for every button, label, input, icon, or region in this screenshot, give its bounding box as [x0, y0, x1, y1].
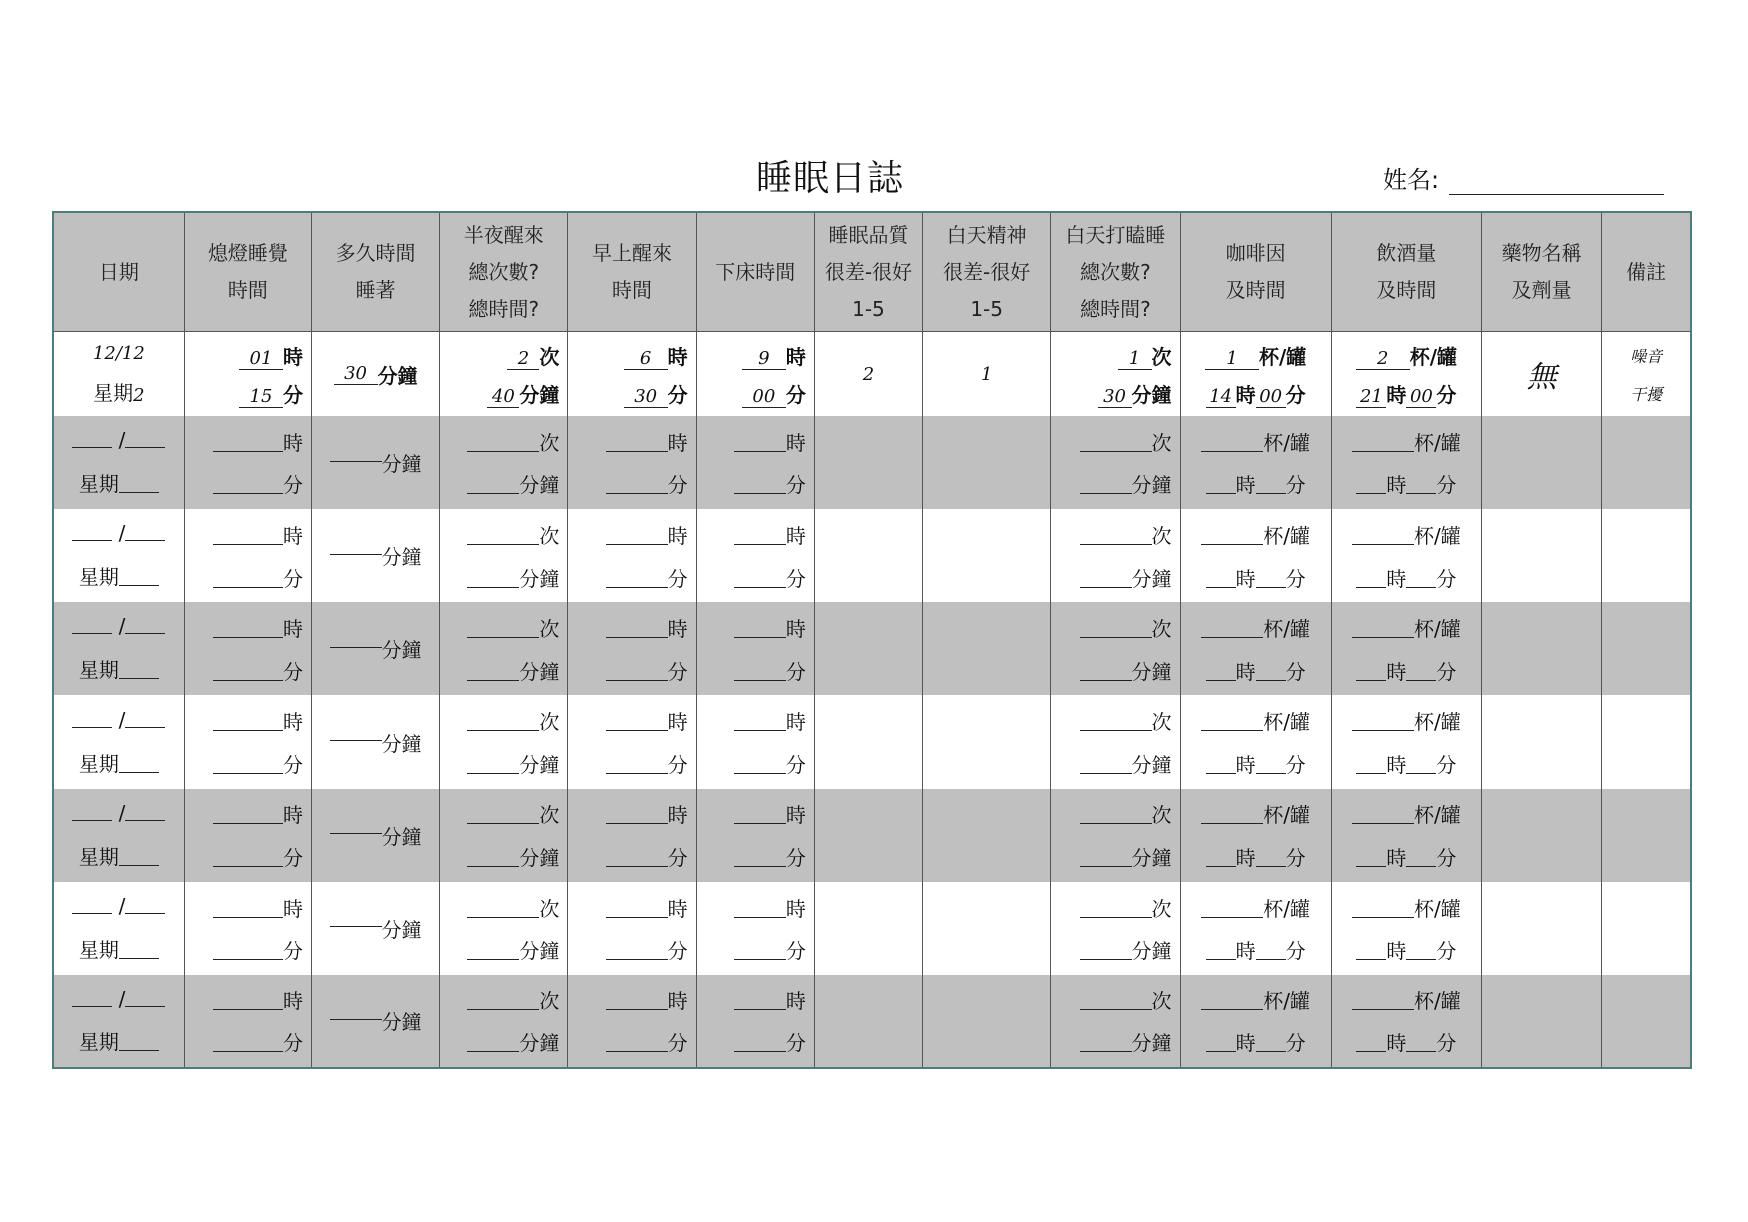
day-energy-cell[interactable]	[923, 789, 1051, 882]
example-lights-off-hour: 01	[239, 348, 283, 370]
wake-time-cell[interactable]: 時 分	[568, 602, 696, 695]
sleep-quality-cell[interactable]	[814, 789, 922, 882]
example-alcohol-min: 00	[1406, 386, 1436, 408]
lights-off-cell[interactable]: 時 分	[184, 509, 311, 602]
alcohol-cell[interactable]: 杯/罐 時 分	[1331, 789, 1481, 882]
medication-cell[interactable]	[1482, 416, 1602, 509]
lights-off-cell[interactable]: 時 分	[184, 695, 311, 788]
caffeine-cell[interactable]: 杯/罐 時 分	[1180, 882, 1331, 975]
example-alcohol-cups: 2	[1356, 348, 1410, 370]
naps-cell[interactable]: 次 分鐘	[1051, 789, 1180, 882]
example-notes-2: 干擾	[1630, 384, 1663, 404]
header-caffeine: 咖啡因 及時間	[1180, 212, 1331, 332]
notes-cell[interactable]	[1602, 602, 1691, 695]
example-date-cell[interactable]: 12/12 星期 2	[53, 332, 184, 417]
example-nap-count: 1	[1118, 348, 1152, 370]
alcohol-cell[interactable]: 杯/罐 時 分	[1331, 695, 1481, 788]
sleep-quality-cell[interactable]	[814, 416, 922, 509]
sleep-quality-cell[interactable]	[814, 975, 922, 1068]
out-of-bed-cell[interactable]: 時 分	[696, 975, 814, 1068]
example-fall-asleep-cell[interactable]: 30 分鐘	[311, 332, 439, 417]
notes-cell[interactable]	[1602, 695, 1691, 788]
date-cell[interactable]: / 星期	[53, 602, 184, 695]
example-lights-off-cell[interactable]: 01 時 15 分	[184, 332, 311, 417]
blank-entry-row	[53, 975, 1691, 1068]
example-out-bed-cell[interactable]: 9 時 00 分	[696, 332, 814, 417]
lights-off-cell[interactable]: 時 分	[184, 882, 311, 975]
night-waking-cell[interactable]: 次 分鐘	[440, 695, 568, 788]
example-date: 12/12	[92, 342, 145, 364]
out-of-bed-cell[interactable]: 時 分	[696, 789, 814, 882]
example-caffeine-min: 00	[1256, 386, 1286, 408]
example-notes-cell[interactable]	[1602, 332, 1691, 417]
header-row	[53, 212, 1691, 332]
example-day-energy: 1	[980, 363, 993, 385]
name-input-line[interactable]	[1449, 168, 1664, 195]
header-notes: 備註	[1602, 212, 1691, 332]
example-notes-1: 噪音	[1630, 346, 1663, 366]
alcohol-cell[interactable]: 杯/罐 時 分	[1331, 975, 1481, 1068]
naps-cell[interactable]: 次 分鐘	[1051, 882, 1180, 975]
example-night-waking-cell[interactable]: 2 次 40 分鐘	[440, 332, 568, 417]
fall-asleep-cell[interactable]: 分鐘	[311, 789, 439, 882]
night-waking-cell[interactable]: 次 分鐘	[440, 882, 568, 975]
caffeine-cell[interactable]: 杯/罐 時 分	[1180, 975, 1331, 1068]
example-medication-cell[interactable]	[1482, 332, 1602, 417]
wake-time-cell[interactable]: 時 分	[568, 416, 696, 509]
lights-off-cell[interactable]: 時 分	[184, 602, 311, 695]
naps-cell[interactable]: 次 分鐘	[1051, 602, 1180, 695]
blank-entry-row	[53, 509, 1691, 602]
lights-off-cell[interactable]: 時 分	[184, 789, 311, 882]
notes-cell[interactable]	[1602, 416, 1691, 509]
example-fall-asleep-min: 30	[334, 363, 378, 385]
notes-cell[interactable]	[1602, 882, 1691, 975]
header-lights-off: 熄燈睡覺 時間	[184, 212, 311, 332]
header-alcohol: 飲酒量 及時間	[1331, 212, 1481, 332]
example-out-bed-min: 00	[742, 386, 786, 408]
notes-cell[interactable]	[1602, 789, 1691, 882]
caffeine-cell[interactable]: 杯/罐 時 分	[1180, 602, 1331, 695]
night-waking-cell[interactable]: 次 分鐘	[440, 509, 568, 602]
wake-time-cell[interactable]: 時 分	[568, 882, 696, 975]
blank-entry-row	[53, 416, 1691, 509]
example-lights-off-min: 15	[239, 386, 283, 408]
caffeine-cell[interactable]: 杯/罐 時 分	[1180, 789, 1331, 882]
lights-off-cell[interactable]: 時 分	[184, 416, 311, 509]
example-row	[53, 332, 1691, 417]
header-out-of-bed: 下床時間	[696, 212, 814, 332]
medication-cell[interactable]	[1482, 695, 1602, 788]
blank-entry-row	[53, 602, 1691, 695]
name-field[interactable]	[1383, 160, 1664, 195]
page-title: 睡眠日誌	[755, 158, 904, 199]
day-energy-cell[interactable]	[923, 416, 1051, 509]
day-energy-cell[interactable]	[923, 975, 1051, 1068]
sleep-log-table	[52, 211, 1692, 1069]
alcohol-cell[interactable]: 杯/罐 時 分	[1331, 416, 1481, 509]
night-waking-cell[interactable]: 次 分鐘	[440, 602, 568, 695]
naps-cell[interactable]: 次 分鐘	[1051, 416, 1180, 509]
date-cell[interactable]: / 星期	[53, 416, 184, 509]
alcohol-cell[interactable]: 杯/罐 時 分	[1331, 602, 1481, 695]
date-cell[interactable]: / 星期	[53, 509, 184, 602]
wake-time-cell[interactable]: 時 分	[568, 975, 696, 1068]
out-of-bed-cell[interactable]: 時 分	[696, 695, 814, 788]
out-of-bed-cell[interactable]: 時 分	[696, 509, 814, 602]
example-wake-time-cell[interactable]: 6 時 30 分	[568, 332, 696, 417]
medication-cell[interactable]	[1482, 602, 1602, 695]
day-energy-cell[interactable]	[923, 509, 1051, 602]
header-naps: 白天打瞌睡 總次數? 總時間?	[1051, 212, 1180, 332]
example-naps-cell[interactable]: 1 次 30 分鐘	[1051, 332, 1180, 417]
fall-asleep-cell[interactable]: 分鐘	[311, 509, 439, 602]
header-night-waking: 半夜醒來 總次數? 總時間?	[440, 212, 568, 332]
out-of-bed-cell[interactable]: 時 分	[696, 602, 814, 695]
sleep-quality-cell[interactable]	[814, 602, 922, 695]
date-cell[interactable]: / 星期	[53, 975, 184, 1068]
night-waking-cell[interactable]: 次 分鐘	[440, 789, 568, 882]
naps-cell[interactable]: 次 分鐘	[1051, 975, 1180, 1068]
example-alcohol-cell[interactable]: 2 杯/罐 21 時 00 分	[1331, 332, 1481, 417]
example-out-bed-hour: 9	[742, 348, 786, 370]
wake-time-cell[interactable]: 時 分	[568, 695, 696, 788]
naps-cell[interactable]: 次 分鐘	[1051, 509, 1180, 602]
caffeine-cell[interactable]: 杯/罐 時 分	[1180, 509, 1331, 602]
sleep-quality-cell[interactable]	[814, 509, 922, 602]
example-wake-min: 30	[624, 386, 668, 408]
name-label: 姓名:	[1383, 166, 1440, 194]
wake-time-cell[interactable]: 時 分	[568, 509, 696, 602]
naps-cell[interactable]: 次 分鐘	[1051, 695, 1180, 788]
example-wake-count: 2	[507, 348, 539, 370]
date-cell[interactable]: / 星期	[53, 882, 184, 975]
caffeine-cell[interactable]: 杯/罐 時 分	[1180, 695, 1331, 788]
fall-asleep-cell[interactable]: 分鐘	[311, 416, 439, 509]
example-caffeine-hour: 14	[1206, 386, 1236, 408]
header-sleep-quality: 睡眠品質 很差-很好 1-5	[814, 212, 922, 332]
header-wake-time: 早上醒來 時間	[568, 212, 696, 332]
example-caffeine-cups: 1	[1205, 348, 1259, 370]
example-wake-total: 40	[487, 386, 519, 408]
header-date: 日期	[53, 212, 184, 332]
notes-cell[interactable]	[1602, 509, 1691, 602]
blank-entry-row	[53, 695, 1691, 788]
notes-cell[interactable]	[1602, 975, 1691, 1068]
alcohol-cell[interactable]: 杯/罐 時 分	[1331, 882, 1481, 975]
wake-time-cell[interactable]: 時 分	[568, 789, 696, 882]
night-waking-cell[interactable]: 次 分鐘	[440, 975, 568, 1068]
example-wake-hour: 6	[624, 348, 668, 370]
fall-asleep-cell[interactable]: 分鐘	[311, 695, 439, 788]
medication-cell[interactable]	[1482, 789, 1602, 882]
out-of-bed-cell[interactable]: 時 分	[696, 416, 814, 509]
fall-asleep-cell[interactable]: 分鐘	[311, 602, 439, 695]
example-alcohol-hour: 21	[1356, 386, 1386, 408]
header-day-energy: 白天精神 很差-很好 1-5	[923, 212, 1051, 332]
caffeine-cell[interactable]: 杯/罐 時 分	[1180, 416, 1331, 509]
lights-off-cell[interactable]: 時 分	[184, 975, 311, 1068]
medication-cell[interactable]	[1482, 882, 1602, 975]
header-medication: 藥物名稱 及劑量	[1482, 212, 1602, 332]
blank-entry-row	[53, 882, 1691, 975]
date-cell[interactable]: / 星期	[53, 789, 184, 882]
day-energy-cell[interactable]	[923, 695, 1051, 788]
example-sleep-quality: 2	[862, 363, 875, 385]
day-energy-cell[interactable]	[923, 882, 1051, 975]
sleep-quality-cell[interactable]	[814, 882, 922, 975]
blank-entry-row	[53, 789, 1691, 882]
day-energy-cell[interactable]	[923, 602, 1051, 695]
example-sleep-quality-cell[interactable]	[814, 332, 922, 417]
out-of-bed-cell[interactable]: 時 分	[696, 882, 814, 975]
alcohol-cell[interactable]: 杯/罐 時 分	[1331, 509, 1481, 602]
example-nap-total: 30	[1098, 386, 1132, 408]
example-caffeine-cell[interactable]: 1 杯/罐 14 時 00 分	[1180, 332, 1331, 417]
medication-cell[interactable]	[1482, 975, 1602, 1068]
example-weekday: 2	[133, 384, 145, 406]
example-day-energy-cell[interactable]	[923, 332, 1051, 417]
fall-asleep-cell[interactable]: 分鐘	[311, 882, 439, 975]
sleep-quality-cell[interactable]	[814, 695, 922, 788]
date-cell[interactable]: / 星期	[53, 695, 184, 788]
header-fall-asleep: 多久時間 睡著	[311, 212, 439, 332]
medication-cell[interactable]	[1482, 509, 1602, 602]
example-medication: 無	[1526, 360, 1557, 396]
fall-asleep-cell[interactable]: 分鐘	[311, 975, 439, 1068]
night-waking-cell[interactable]: 次 分鐘	[440, 416, 568, 509]
